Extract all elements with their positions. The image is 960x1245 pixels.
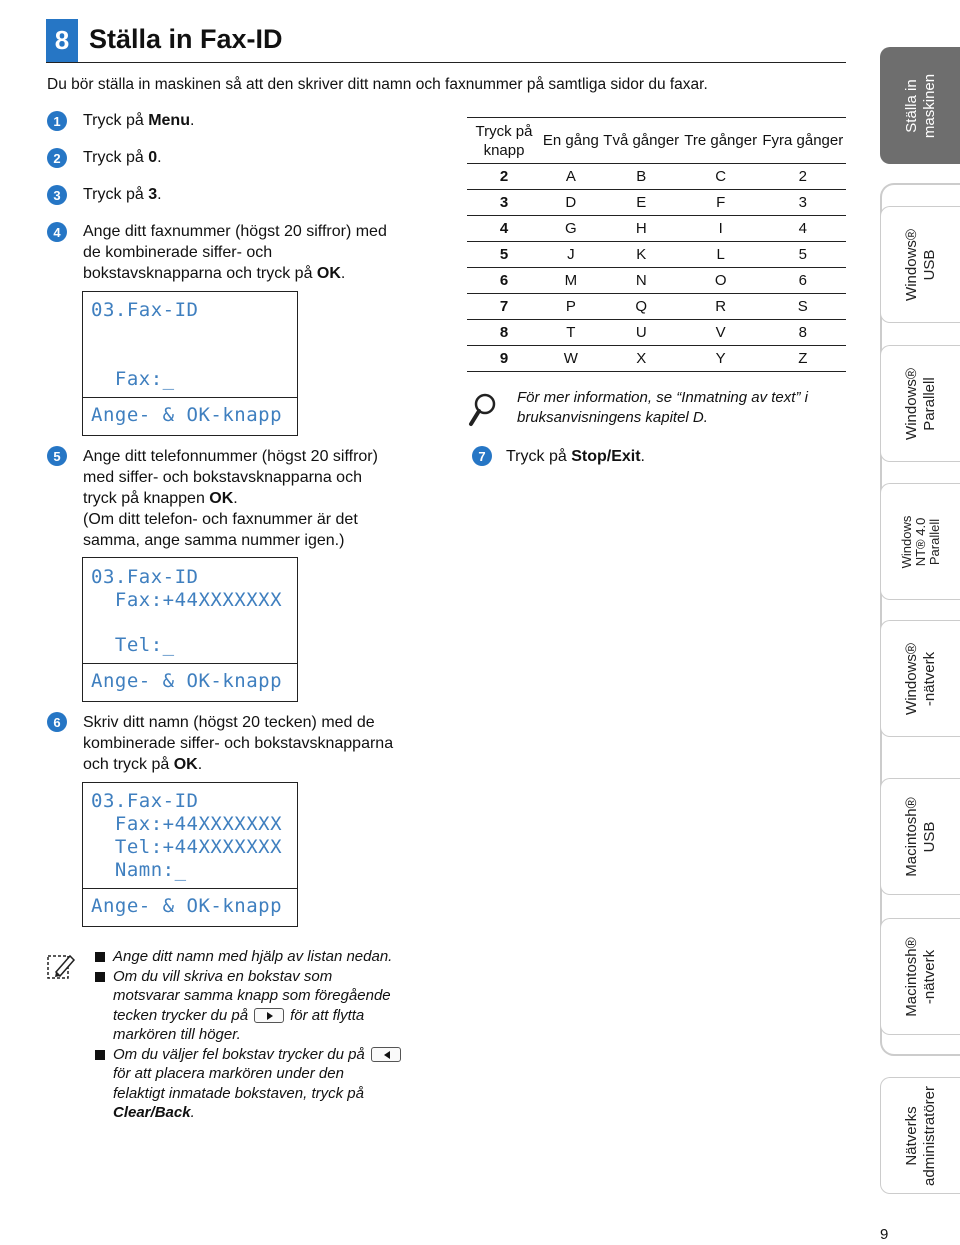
notes-list — [95, 947, 435, 1123]
lcd-display-name — [82, 782, 298, 927]
tab-label: Macintosh® USB — [902, 796, 938, 877]
step-6-number: 6 — [47, 712, 67, 732]
lcd-line: 03.Fax-ID — [91, 790, 199, 812]
step-3-text: Tryck på 3. — [83, 186, 162, 203]
step-1-number: 1 — [47, 111, 67, 131]
lcd-line: Ange- & OK-knapp — [91, 895, 283, 917]
table-row: 8 T U V 8 — [467, 320, 846, 346]
lcd-line: Tel:+44XXXXXXX — [91, 836, 283, 858]
lcd-line: Namn:_ — [91, 859, 187, 881]
right-arrow-key-icon — [254, 1008, 284, 1023]
step-4-number: 4 — [47, 222, 67, 242]
tab-setup-machine[interactable] — [880, 47, 960, 164]
magnifier-icon — [468, 391, 498, 427]
tab-label: Macintosh® -nätverk — [902, 936, 938, 1017]
tab-windows-network[interactable] — [880, 620, 960, 737]
column-header: Tre gånger — [682, 118, 760, 164]
tab-network-administrators[interactable] — [880, 1077, 960, 1194]
step-3-number: 3 — [47, 185, 67, 205]
column-header: Två gånger — [601, 118, 682, 164]
title-divider — [46, 62, 846, 63]
tab-label: Windows® USB — [902, 228, 938, 301]
column-header: Fyra gånger — [760, 118, 846, 164]
table-row: 2 A B C 2 — [467, 164, 846, 190]
step-7-text: Tryck på Stop/Exit. — [506, 448, 645, 465]
left-arrow-key-icon — [371, 1047, 401, 1062]
lcd-line: 03.Fax-ID — [91, 566, 199, 588]
tab-windows-usb[interactable] — [880, 206, 960, 323]
page-number: 9 — [880, 1226, 889, 1243]
tab-windows-nt-parallel[interactable] — [880, 483, 960, 600]
tab-label: Windows NT® 4.0 Parallell — [898, 515, 942, 568]
lcd-display-fax — [82, 291, 298, 436]
table-row: 5 J K L 5 — [467, 242, 846, 268]
note-pencil-icon — [46, 950, 76, 982]
tab-label: Nätverks administratörer — [902, 1085, 938, 1186]
column-header: Tryck på knapp — [467, 118, 541, 164]
step-2-number: 2 — [47, 148, 67, 168]
table-header-row — [467, 118, 846, 164]
table-row: 3 D E F 3 — [467, 190, 846, 216]
lcd-line: 03.Fax-ID — [91, 299, 199, 321]
table-row: 7 P Q R S — [467, 294, 846, 320]
tab-macintosh-network[interactable] — [880, 918, 960, 1035]
list-item: Om du väljer fel bokstav trycker du på för att placera markören under den felaktigt inmatade bokstaven, tryck på Clear/Back. — [95, 1045, 435, 1123]
step-1-text: Tryck på Menu. — [83, 112, 195, 129]
lcd-line: Fax:+44XXXXXXX — [91, 813, 283, 835]
lcd-display-tel — [82, 557, 298, 702]
lcd-line: Ange- & OK-knapp — [91, 404, 283, 426]
step-4-text: Ange ditt faxnummer (högst 20 siffror) med de kombinerade siffer- och bokstavsknapparna och tryck på OK. — [83, 223, 387, 282]
table-row: 4 G H I 4 — [467, 216, 846, 242]
column-header: En gång — [541, 118, 601, 164]
lcd-line: Tel:_ — [91, 634, 175, 656]
lcd-line: Fax:_ — [91, 368, 175, 390]
lcd-line: Ange- & OK-knapp — [91, 670, 283, 692]
lcd-line: Fax:+44XXXXXXX — [91, 589, 283, 611]
table-reference-note: För mer information, se “Inmatning av text” i bruksanvisningens kapitel D. — [517, 389, 808, 426]
step-5-text: Ange ditt telefonnummer (högst 20 siffror) med siffer- och bokstavsknapparna och tryck på knappen OK. (Om ditt telefon- och faxnummer är det samma, ange samma nummer igen.) — [83, 448, 378, 549]
page-title: Ställa in Fax-ID — [89, 24, 283, 54]
tab-windows-parallel[interactable] — [880, 345, 960, 462]
list-item: Ange ditt namn med hjälp av listan nedan. — [95, 947, 435, 967]
step-7-number: 7 — [472, 446, 492, 466]
character-table — [467, 117, 846, 372]
step-2-text: Tryck på 0. — [83, 149, 162, 166]
step-6-text: Skriv ditt namn (högst 20 tecken) med de kombinerade siffer- och bokstavsknapparna och tryck på OK. — [83, 714, 394, 773]
tab-label: Windows® -nätverk — [902, 642, 938, 715]
list-item: Om du vill skriva en bokstav som motsvarar samma knapp som föregående tecken trycker du på för att flytta markören till höger. — [95, 967, 435, 1045]
tab-label: Windows® Parallell — [902, 367, 938, 440]
table-row: 9 W X Y Z — [467, 346, 846, 372]
tab-label: Ställa in maskinen — [902, 73, 938, 138]
intro-text: Du bör ställa in maskinen så att den skriver ditt namn och faxnummer på samtliga sidor du faxar. — [47, 76, 708, 93]
step-number-badge: 8 — [46, 19, 78, 62]
step-5-number: 5 — [47, 446, 67, 466]
tab-macintosh-usb[interactable] — [880, 778, 960, 895]
table-row: 6 M N O 6 — [467, 268, 846, 294]
